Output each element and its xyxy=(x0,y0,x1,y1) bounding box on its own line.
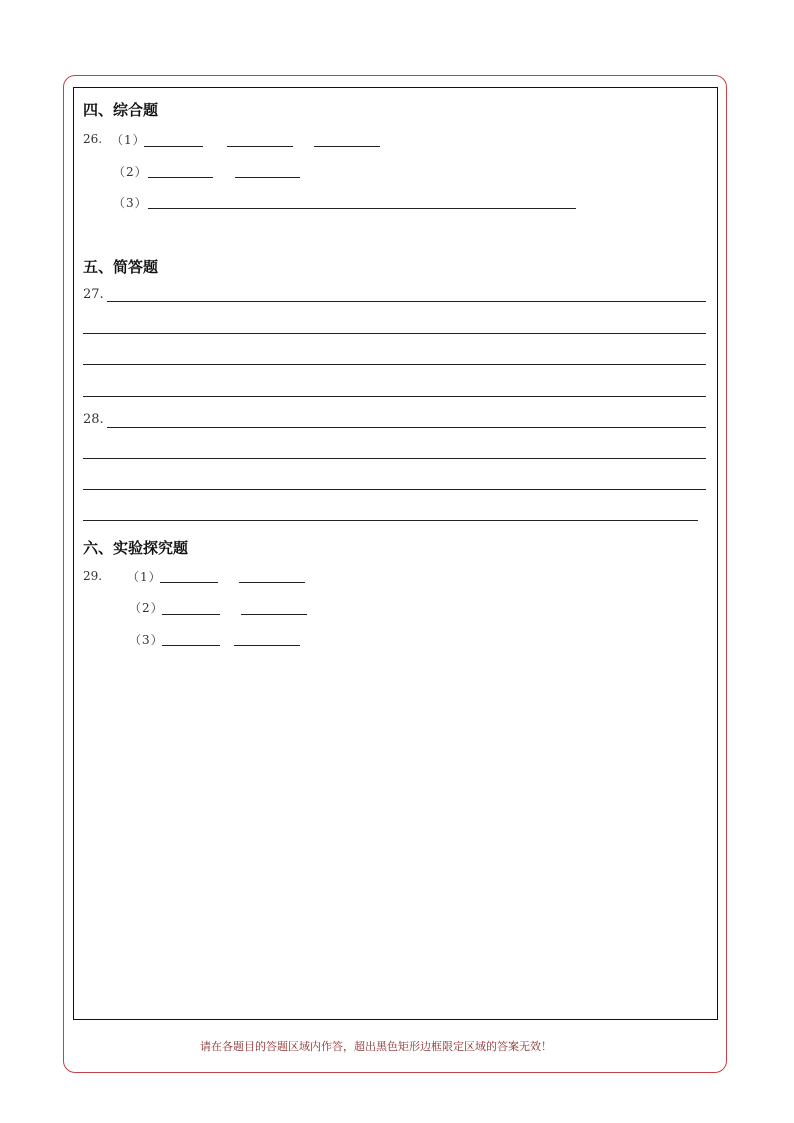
q29-part-3-blank-b[interactable] xyxy=(234,645,300,646)
footer-notice: 请在各题目的答题区域内作答，超出黑色矩形边框限定区域的答案无效！ xyxy=(200,1040,552,1053)
q26-part-2-label: （2） xyxy=(113,165,148,179)
q26-part-1-blank-b[interactable] xyxy=(227,146,293,147)
q26-part-1-blank-a[interactable] xyxy=(144,146,203,147)
q27-answer-line-1[interactable] xyxy=(107,301,706,302)
section-heading-experiment: 六、实验探究题 xyxy=(83,539,189,557)
question-number-26: 26. xyxy=(83,132,103,146)
q26-part-2-blank-b[interactable] xyxy=(235,177,300,178)
q28-answer-line-4[interactable] xyxy=(83,520,698,521)
q26-part-1-label: （1） xyxy=(111,133,146,147)
q26-part-3-label: （3） xyxy=(113,196,148,210)
q26-part-1-blank-c[interactable] xyxy=(314,146,380,147)
q29-part-1-label: （1） xyxy=(127,570,162,584)
q26-part-3-blank[interactable] xyxy=(148,208,576,209)
q28-answer-line-1[interactable] xyxy=(107,427,706,428)
section-heading-comprehensive: 四、综合题 xyxy=(83,101,159,119)
question-number-28: 28. xyxy=(83,412,104,427)
q28-answer-line-3[interactable] xyxy=(83,489,706,490)
q29-part-3-label: （3） xyxy=(129,633,164,647)
q29-part-2-blank-a[interactable] xyxy=(162,614,220,615)
q26-part-2-blank-a[interactable] xyxy=(148,177,213,178)
q28-answer-line-2[interactable] xyxy=(83,458,706,459)
section-heading-short-answer: 五、简答题 xyxy=(83,258,159,276)
q27-answer-line-2[interactable] xyxy=(83,333,706,334)
q29-part-3-blank-a[interactable] xyxy=(162,645,220,646)
q27-answer-line-4[interactable] xyxy=(83,396,706,397)
question-number-29: 29. xyxy=(83,569,103,583)
q27-answer-line-3[interactable] xyxy=(83,364,706,365)
q29-part-2-blank-b[interactable] xyxy=(241,614,307,615)
question-number-27: 27. xyxy=(83,287,104,302)
q29-part-1-blank-b[interactable] xyxy=(239,582,305,583)
q29-part-1-blank-a[interactable] xyxy=(160,582,218,583)
q29-part-2-label: （2） xyxy=(129,601,164,615)
